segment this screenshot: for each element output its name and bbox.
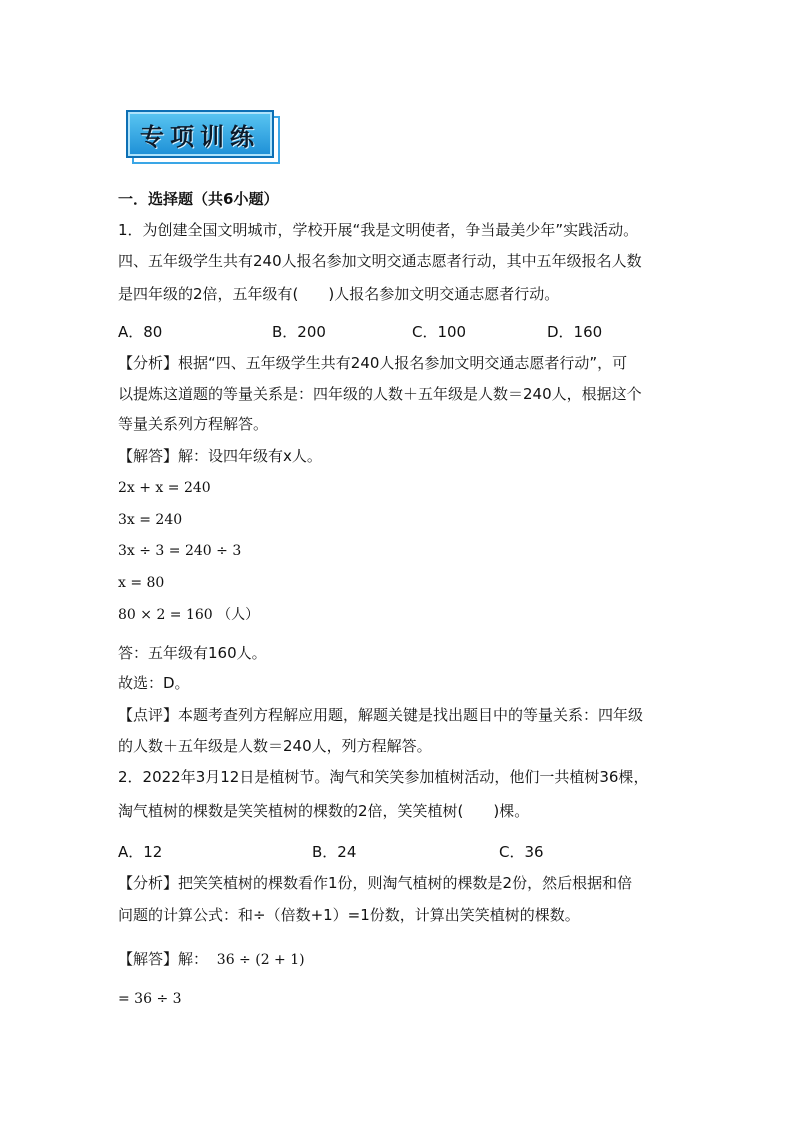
q2-option-c: C．36 xyxy=(499,843,544,861)
q2-analysis-line1: 【分析】把笑笑植树的棵数看作1份，则淘气植树的棵数是2份，然后根据和倍 xyxy=(118,874,633,892)
banner-box xyxy=(126,110,274,158)
q1-analysis-line3: 等量关系列方程解答。 xyxy=(118,415,269,433)
section-banner xyxy=(126,110,282,164)
q1-step-5: 80 × 2 = 160 （人） xyxy=(118,607,260,623)
q2-solution xyxy=(118,949,305,970)
q2-option-b: B．24 xyxy=(312,843,357,861)
q1-solution: 【解答】解：设四年级有x人。 xyxy=(118,447,322,465)
q1-option-b: B．200 xyxy=(272,323,326,341)
q1-option-c: C．100 xyxy=(412,323,467,341)
q1-step-1: 2x + x = 240 xyxy=(118,480,211,496)
q2-options xyxy=(118,841,678,861)
q2-text-line2: 淘气植树的棵数是笑笑植树的棵数的2倍，笑笑植树( )棵。 xyxy=(118,802,530,820)
q1-step-4: x = 80 xyxy=(118,575,165,591)
q1-analysis-line2: 以提炼这道题的等量关系是：四年级的人数＋五年级是人数＝240人，根据这个 xyxy=(118,385,642,403)
q1-answer: 答：五年级有160人。 xyxy=(118,644,267,662)
q1-comment-line2: 的人数＋五年级是人数＝240人，列方程解答。 xyxy=(118,737,432,755)
q1-text-line1: 1．为创建全国文明城市，学校开展“我是文明使者，争当最美少年”实践活动。 xyxy=(118,221,639,239)
q1-text-line3: 是四年级的2倍，五年级有( )人报名参加文明交通志愿者行动。 xyxy=(118,285,560,303)
q2-text-line1: 2．2022年3月12日是植树节。淘气和笑笑参加植树活动，他们一共植树36棵， xyxy=(118,768,649,786)
q1-comment-line1: 【点评】本题考查列方程解应用题，解题关键是找出题目中的等量关系：四年级 xyxy=(118,706,644,724)
q1-analysis-line1: 【分析】根据“四、五年级学生共有240人报名参加文明交通志愿者行动”，可 xyxy=(118,354,628,372)
q2-step-2: = 36 ÷ 3 xyxy=(118,991,182,1007)
q2-analysis-line2: 问题的计算公式：和÷（倍数+1）=1份数，计算出笑笑植树的棵数。 xyxy=(118,906,580,924)
q2-solution-label: 【解答】解： xyxy=(118,950,209,968)
q1-option-d: D．160 xyxy=(547,323,603,341)
q1-choice: 故选：D。 xyxy=(118,674,190,692)
q1-option-a: A．80 xyxy=(118,323,163,341)
q2-solution-expr: 36 ÷ (2 + 1) xyxy=(216,952,305,968)
banner-title: 专项训练 xyxy=(140,122,260,151)
q1-step-3: 3x ÷ 3 = 240 ÷ 3 xyxy=(118,543,242,559)
q1-options xyxy=(118,321,678,341)
section-heading: 一．选择题（共6小题） xyxy=(118,190,279,208)
q1-step-2: 3x = 240 xyxy=(118,512,183,528)
q2-option-a: A．12 xyxy=(118,843,163,861)
q1-text-line2: 四、五年级学生共有240人报名参加文明交通志愿者行动，其中五年级报名人数 xyxy=(118,252,642,270)
